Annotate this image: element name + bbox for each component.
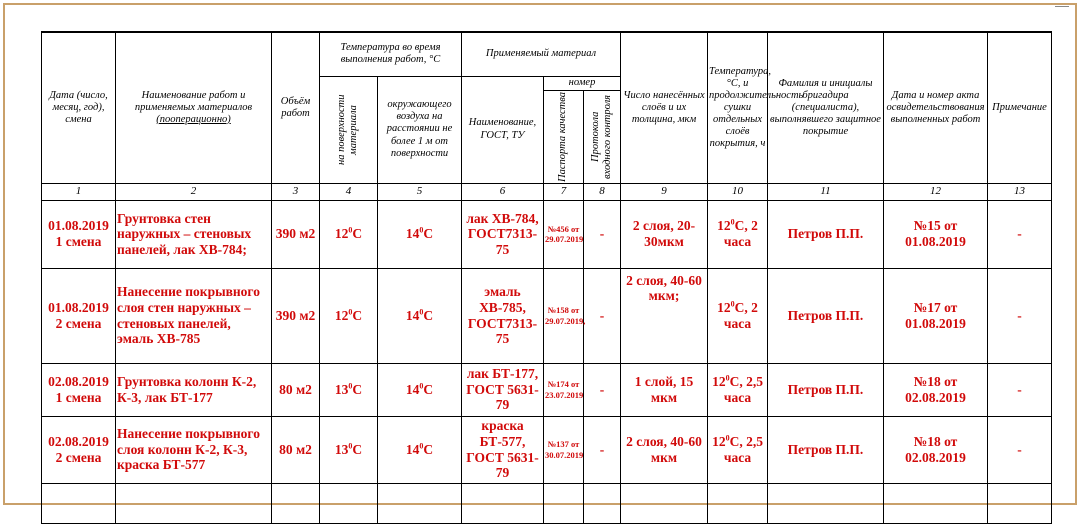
empty-cell: [272, 483, 320, 523]
cell-temp-air: $14^0С$: [378, 363, 462, 416]
coating-works-journal-table: [41, 31, 1052, 524]
cell-material: лак БТ-177, ГОСТ 5631-79: [462, 363, 544, 416]
column-number: 2: [116, 183, 272, 200]
cell-layers: 2 слоя, 40-60 мкм: [621, 416, 708, 483]
column-number: 4: [320, 183, 378, 200]
cell-passport: №456 от 29.07.2019: [544, 200, 584, 268]
date-value: 01.08.2019: [48, 218, 109, 234]
column-number: 13: [988, 183, 1052, 200]
drying-temp-value: 12: [717, 218, 731, 234]
drying-time-value: , 2 часа: [723, 299, 758, 331]
cell-act: №18 от 02.08.2019: [884, 363, 988, 416]
page-edge-line: [1055, 6, 1069, 7]
cell-brigadier: Петров П.П.: [768, 200, 884, 268]
table-row: [42, 363, 1052, 416]
cell-volume: 390 м2: [272, 268, 320, 363]
cell-brigadier: Петров П.П.: [768, 268, 884, 363]
cell-act: №17 от 01.08.2019: [884, 268, 988, 363]
cell-material: краска БТ-577, ГОСТ 5631-79: [462, 416, 544, 483]
cell-passport: №174 от 23.07.2019: [544, 363, 584, 416]
header-temp-surface: [320, 76, 378, 183]
cell-work: Грунтовка колонн К-2, К-3, лак БТ-177: [116, 363, 272, 416]
header-protocol-text: Протокола входного контроля: [589, 94, 613, 179]
shift-value: 1 смена: [55, 389, 102, 405]
shift-value: 2 смена: [55, 449, 102, 465]
empty-cell: [988, 483, 1052, 523]
cell-protocol: -: [584, 200, 621, 268]
empty-cell: [584, 483, 621, 523]
cell-date: [42, 363, 116, 416]
shift-value: 1 смена: [55, 234, 102, 249]
header-brigadier: Фамилия и инициалы бригадира (специалиста), выполнявшего защитное покрытие: [768, 32, 884, 183]
date-value: 02.08.2019: [48, 373, 109, 389]
cell-temp-air: $14^0С$: [378, 416, 462, 483]
cell-work: Нанесение покрывного слоя стен наружных – стеновых панелей, эмаль ХВ-785: [116, 268, 272, 363]
cell-protocol: -: [584, 416, 621, 483]
table-row: [42, 416, 1052, 483]
cell-act: №18 от 02.08.2019: [884, 416, 988, 483]
column-number: 7: [544, 183, 584, 200]
column-number: 8: [584, 183, 621, 200]
empty-cell: [42, 483, 116, 523]
empty-row: [42, 483, 1052, 523]
column-number: 6: [462, 183, 544, 200]
empty-cell: [621, 483, 708, 523]
header-number-group: номер: [544, 76, 621, 90]
header-passport: [544, 90, 584, 183]
header-layers: Число нанесённых слоёв и их толщина, мкм: [621, 32, 708, 183]
cell-layers: 2 слоя, 40-60 мкм;: [621, 268, 708, 363]
column-number: 1: [42, 183, 116, 200]
column-number-row: [42, 183, 1052, 200]
column-number: 10: [708, 183, 768, 200]
cell-volume: 80 м2: [272, 416, 320, 483]
cell-temp-air: $14^0С$: [378, 268, 462, 363]
header-drying: Температура, °С, и продолжительность сушки отдельных слоёв покрытия, ч: [708, 32, 768, 183]
temp-value: 14: [405, 441, 420, 457]
drying-temp-value: 12: [712, 433, 726, 449]
cell-work: Грунтовка стен наружных – стеновых панелей, лак ХВ-784;: [116, 200, 272, 268]
cell-volume: 390 м2: [272, 200, 320, 268]
header-temperature-group: Температура во время выполнения работ, °С: [320, 32, 462, 76]
cell-date: [42, 200, 116, 268]
header-row-1: [42, 32, 1052, 76]
header-material-group: Применяемый материал: [462, 32, 621, 76]
header-passport-text: Паспорта качества: [557, 91, 569, 182]
cell-brigadier: Петров П.П.: [768, 416, 884, 483]
cell-note: -: [988, 416, 1052, 483]
empty-cell: [544, 483, 584, 523]
cell-passport: №137 от 30.07.2019: [544, 416, 584, 483]
date-value: 02.08.2019: [48, 433, 109, 449]
drying-time-value: , 2 часа: [723, 218, 758, 249]
cell-drying: $12^0С$, 2,5 часа: [708, 416, 768, 483]
cell-material: эмаль ХВ-785, ГОСТ7313-75: [462, 268, 544, 363]
column-number: 11: [768, 183, 884, 200]
empty-cell: [708, 483, 768, 523]
empty-cell: [116, 483, 272, 523]
cell-drying: $12^0С$, 2 часа: [708, 200, 768, 268]
cell-date: [42, 268, 116, 363]
header-act: Дата и номер акта освидетельствования выполненных работ: [884, 32, 988, 183]
drying-temp-value: 12: [717, 299, 731, 315]
cell-protocol: -: [584, 268, 621, 363]
date-value: 01.08.2019: [48, 299, 109, 315]
header-protocol: [584, 90, 621, 183]
empty-cell: [768, 483, 884, 523]
cell-date: [42, 416, 116, 483]
header-volume: Объём работ: [272, 32, 320, 183]
header-material-name: Наименование, ГОСТ, ТУ: [462, 76, 544, 183]
cell-note: -: [988, 363, 1052, 416]
empty-cell: [320, 483, 378, 523]
cell-volume: 80 м2: [272, 363, 320, 416]
header-work-name-note: (пооперационно): [156, 113, 231, 125]
cell-temp-surface: $13^0С$: [320, 416, 378, 483]
column-number: 12: [884, 183, 988, 200]
header-work-name: [116, 32, 272, 183]
cell-note: -: [988, 268, 1052, 363]
header-work-name-text: Наименование работ и применяемых материалов: [134, 89, 253, 113]
cell-layers: 2 слоя, 20-30мкм: [621, 200, 708, 268]
cell-temp-air: $14^0С$: [378, 200, 462, 268]
empty-cell: [462, 483, 544, 523]
cell-work: Нанесение покрывного слоя колонн К-2, К-3, краска БТ-577: [116, 416, 272, 483]
cell-temp-surface: $12^0С$: [320, 268, 378, 363]
empty-cell: [378, 483, 462, 523]
temp-value: 14: [405, 226, 420, 242]
temp-value: 14: [405, 307, 420, 323]
cell-temp-surface: $13^0С$: [320, 363, 378, 416]
temp-value: 12: [334, 226, 349, 242]
temp-value: 14: [405, 381, 420, 397]
cell-passport: №158 от 29.07.2019,: [544, 268, 584, 363]
cell-layers: 1 слой, 15 мкм: [621, 363, 708, 416]
cell-act: №15 от 01.08.2019: [884, 200, 988, 268]
table-row: [42, 268, 1052, 363]
shift-value: 2 смена: [55, 315, 102, 331]
cell-material: лак ХВ-784, ГОСТ7313-75: [462, 200, 544, 268]
column-number: 9: [621, 183, 708, 200]
header-temp-air: окружающего воздуха на расстоянии не более 1 м от поверхности: [378, 76, 462, 183]
header-date: Дата (число, месяц, год), смена: [42, 32, 116, 183]
header-note: Примечание: [988, 32, 1052, 183]
column-number: 5: [378, 183, 462, 200]
drying-time-value: , 2,5 часа: [723, 373, 763, 405]
header-temp-surface-text: на поверхности материала: [336, 94, 360, 165]
cell-drying: $12^0С$, 2,5 часа: [708, 363, 768, 416]
drying-temp-value: 12: [712, 373, 726, 389]
cell-brigadier: Петров П.П.: [768, 363, 884, 416]
cell-temp-surface: $12^0С$: [320, 200, 378, 268]
drying-time-value: , 2,5 часа: [723, 433, 763, 465]
temp-value: 12: [334, 307, 349, 323]
temp-value: 13: [334, 441, 349, 457]
cell-protocol: -: [584, 363, 621, 416]
table-row: [42, 200, 1052, 268]
column-number: 3: [272, 183, 320, 200]
empty-cell: [884, 483, 988, 523]
temp-value: 13: [334, 381, 349, 397]
cell-note: -: [988, 200, 1052, 268]
cell-drying: $12^0С$, 2 часа: [708, 268, 768, 363]
